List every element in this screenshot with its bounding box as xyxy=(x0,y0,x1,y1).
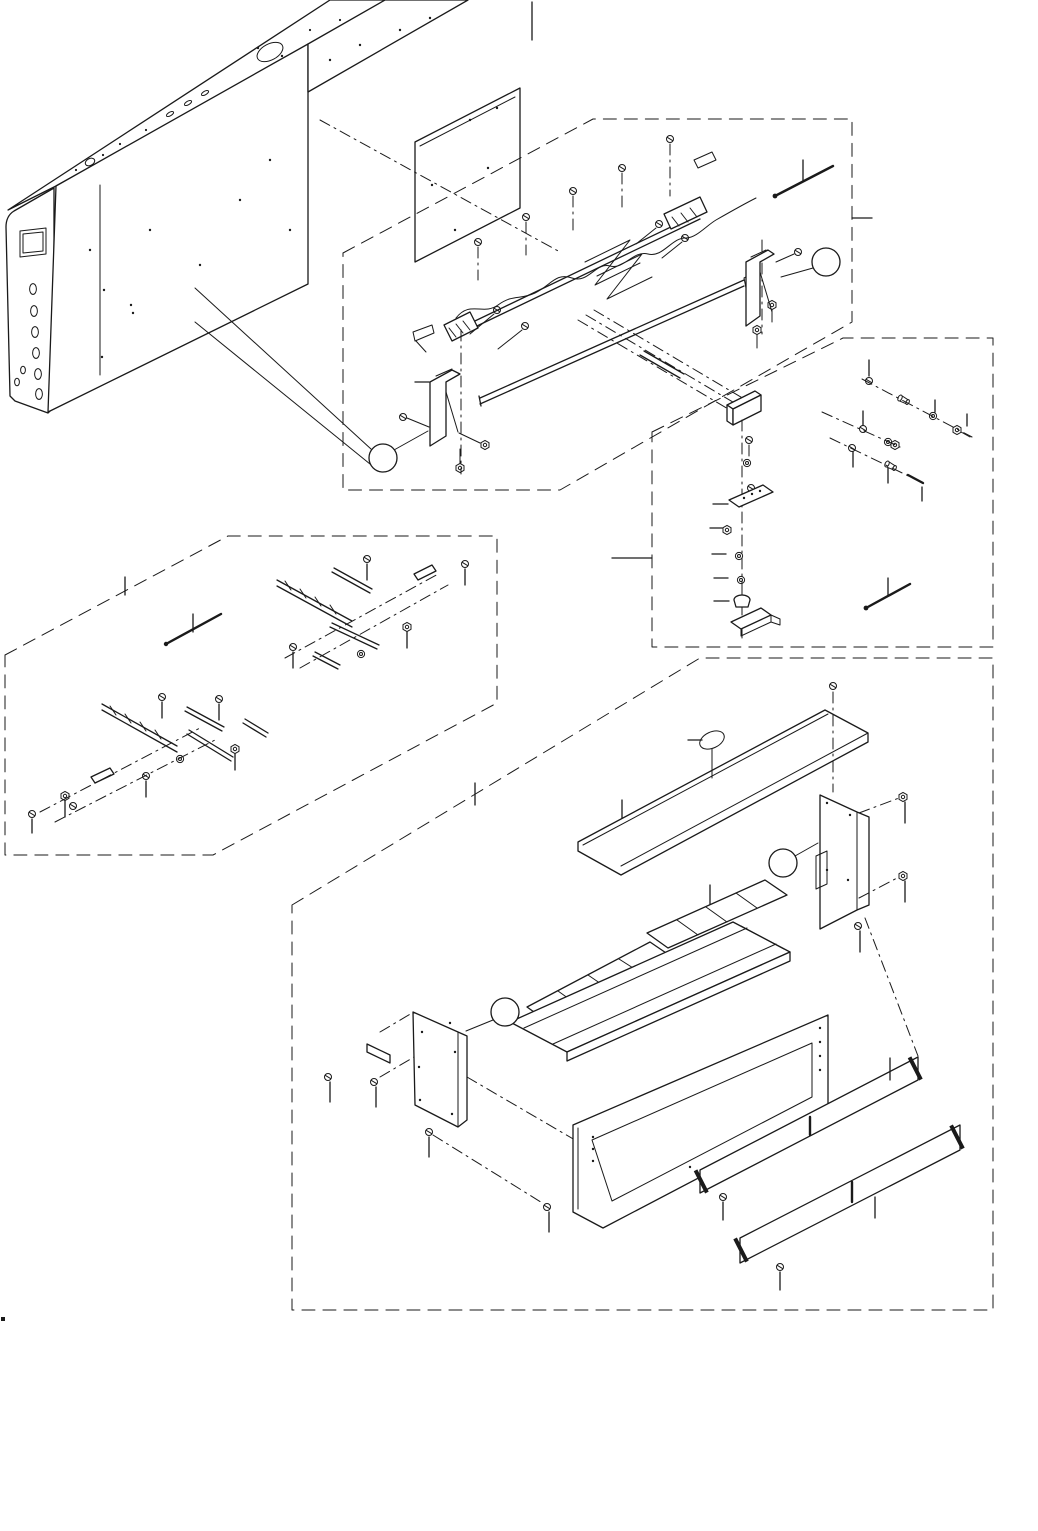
foot-base xyxy=(731,608,771,629)
break-mark xyxy=(585,240,640,285)
left-mount-bracket xyxy=(400,325,490,474)
cabinet-left-face xyxy=(6,188,54,413)
callout-balloon xyxy=(769,843,818,877)
detail-box-leveling-foot xyxy=(612,338,993,647)
bolt-line-2 xyxy=(822,411,900,450)
detail-box-slide-rails xyxy=(5,536,497,855)
rail-assembly-upper xyxy=(277,556,469,670)
long-screw xyxy=(864,578,910,610)
rail-assembly-lower xyxy=(29,694,269,834)
foot-bracket xyxy=(727,391,761,425)
main-cabinet xyxy=(6,0,520,413)
callout-balloon xyxy=(781,248,840,277)
left-panel xyxy=(413,1012,467,1127)
bolt-line-3 xyxy=(830,438,927,501)
foot-hardware-stack xyxy=(710,437,780,637)
break-mark xyxy=(597,254,652,299)
long-screw xyxy=(773,160,833,198)
right-mount-bracket xyxy=(746,240,802,348)
support-angle-bar xyxy=(479,272,758,406)
cabinet-rear-panel xyxy=(415,88,520,262)
stray-mark xyxy=(1,1317,5,1321)
detail-boundary xyxy=(652,338,993,647)
callout-balloon xyxy=(369,431,428,472)
leveling-foot xyxy=(734,595,750,607)
callout-balloon xyxy=(466,998,519,1031)
detail-boundary xyxy=(5,536,497,855)
rear-panel xyxy=(573,1015,828,1228)
bolt-line-1 xyxy=(862,360,972,437)
right-side-panel xyxy=(816,792,918,1056)
detail-box-panels xyxy=(292,658,993,1310)
left-panel-assembly xyxy=(325,1012,576,1232)
